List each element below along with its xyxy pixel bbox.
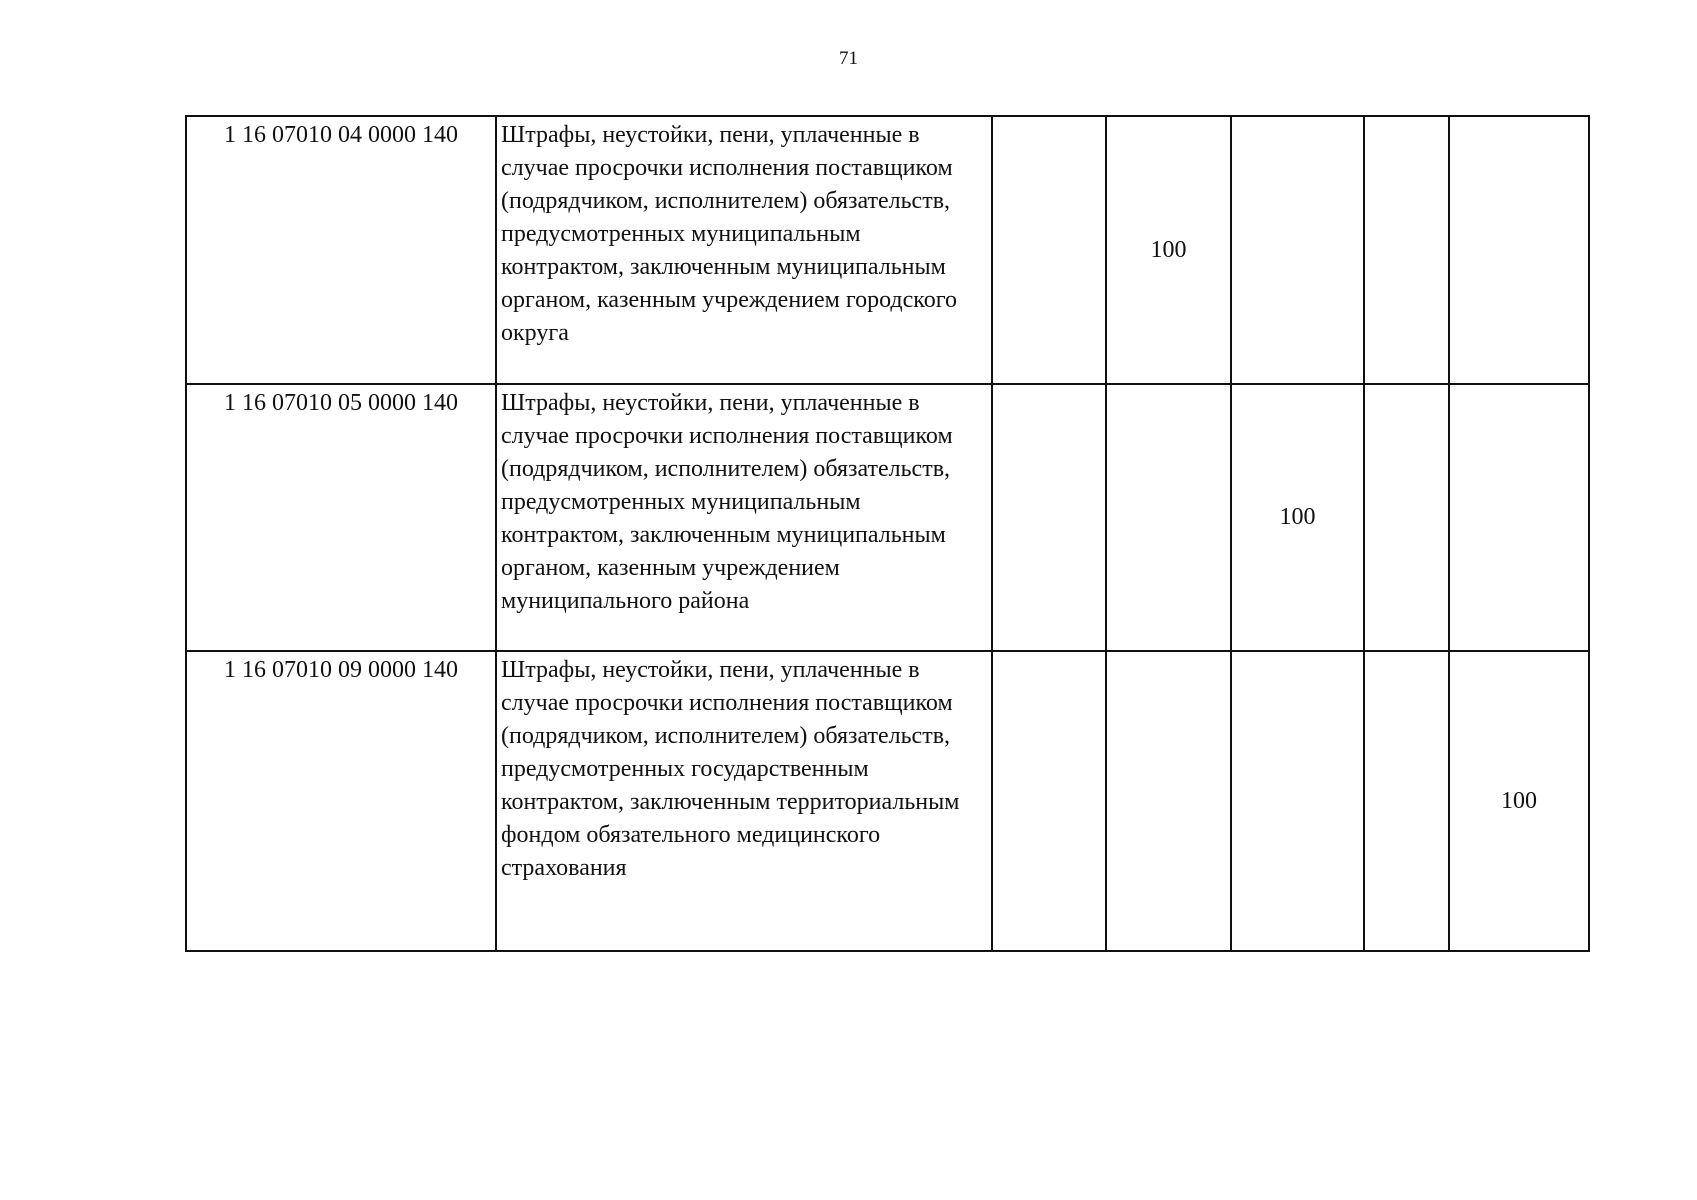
value-cell xyxy=(992,116,1106,384)
value-cell xyxy=(1106,651,1231,951)
value-cell: 100 xyxy=(1449,651,1589,951)
value-cell xyxy=(1364,116,1449,384)
table-row xyxy=(186,116,1589,384)
revenue-code-cell: 1 16 07010 09 0000 140 xyxy=(186,651,496,951)
value-cell xyxy=(1231,651,1364,951)
revenue-description-cell: Штрафы, неустойки, пени, уплаченные в случае просрочки исполнения поставщиком (подрядчиком, исполнителем) обязательств, предусмотренных муниципальным контрактом, заключенным муниципальным органом, казенным учреждением городского округа xyxy=(496,116,992,384)
value-cell xyxy=(1449,384,1589,651)
value-cell xyxy=(992,651,1106,951)
table-row xyxy=(186,384,1589,651)
value-cell xyxy=(1449,116,1589,384)
revenue-distribution-table xyxy=(185,115,1590,952)
revenue-code-cell: 1 16 07010 05 0000 140 xyxy=(186,384,496,651)
value-cell: 100 xyxy=(1231,384,1364,651)
value-cell xyxy=(1364,384,1449,651)
revenue-description-cell: Штрафы, неустойки, пени, уплаченные в случае просрочки исполнения поставщиком (подрядчиком, исполнителем) обязательств, предусмотренных муниципальным контрактом, заключенным муниципальным органом, казенным учреждением муниципального района xyxy=(496,384,992,651)
value-cell xyxy=(1106,384,1231,651)
value-cell: 100 xyxy=(1106,116,1231,384)
table-row xyxy=(186,651,1589,951)
value-cell xyxy=(1364,651,1449,951)
page-number: 71 xyxy=(839,48,858,69)
value-cell xyxy=(1231,116,1364,384)
revenue-code-cell: 1 16 07010 04 0000 140 xyxy=(186,116,496,384)
value-cell xyxy=(992,384,1106,651)
revenue-description-cell: Штрафы, неустойки, пени, уплаченные в случае просрочки исполнения поставщиком (подрядчиком, исполнителем) обязательств, предусмотренных государственным контрактом, заключенным территориальным фондом обязательного медицинского страхования xyxy=(496,651,992,951)
